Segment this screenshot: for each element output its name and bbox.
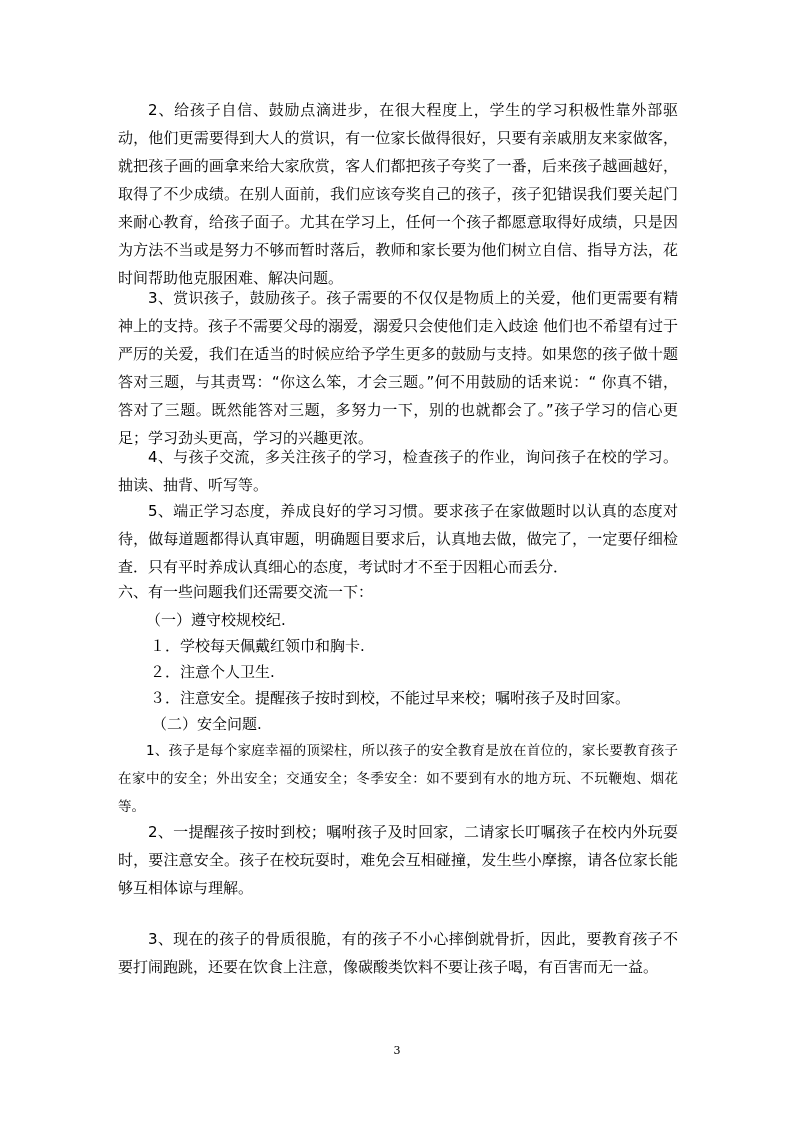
paragraph-safety-3: 3、现在的孩子的骨质很脆，有的孩子不小心摔倒就骨折，因此，要教育孩子不要打闹跑跳，还要在饮食上注意，像碳酸类饮料不要让孩子喝，有百害而无一益。 <box>118 930 678 976</box>
list-item-red-scarf: １．学校每天佩戴红领巾和胸卡. <box>150 637 365 655</box>
page-number: 3 <box>393 1044 401 1057</box>
subheading-safety-issues: （二）安全问题. <box>152 715 262 733</box>
paragraph-communicate: 4、与孩子交流，多关注孩子的学习，检查孩子的作业，询问孩子在校的学习。抽读、抽背、听写等。 <box>118 448 678 494</box>
paragraph-study-attitude: 5、端正学习态度，养成良好的学习习惯。要求孩子在家做题时以认真的态度对待，做每道题都得认真审题，明确题目要求后，认真地去做，做完了，一定要仔细检查．只有平时养成认真细心的态度，考试时才不至于因粗心而丢分． <box>118 502 678 576</box>
list-item-hygiene: ２．注意个人卫生. <box>150 663 275 681</box>
subheading-school-rules: （一）遵守校规校纪. <box>146 611 286 629</box>
list-item-safety: ３．注意安全。提醒孩子按时到校，不能过早来校；嘱咐孩子及时回家。 <box>150 689 631 707</box>
paragraph-safety-1: 1、孩子是每个家庭幸福的顶梁柱，所以孩子的安全教育是放在首位的，家长要教育孩子在家中的安全；外出安全；交通安全；冬季安全：如不要到有水的地方玩、不玩鞭炮、烟花等。 <box>118 743 678 815</box>
paragraph-safety-2: 2、一提醒孩子按时到校；嘱咐孩子及时回家，二请家长叮嘱孩子在校内外玩耍时，要注意安全。孩子在校玩耍时，难免会互相碰撞，发生些小摩擦，请各位家长能够互相体谅与理解。 <box>118 823 678 897</box>
section-heading-six: 六、有一些问题我们还需要交流一下： <box>118 583 374 601</box>
paragraph-appreciate-child: 3、赏识孩子，鼓励孩子。孩子需要的不仅仅是物质上的关爱，他们更需要有精神上的支持。孩子不需要父母的溺爱，溺爱只会使他们走入歧途 他们也不希望有过于严厉的关爱，我们在适当的时候应给予学生更多的鼓励与支持。如果您的孩子做十题答对三题，与其责骂：“你这么笨，才会三题。”何不用鼓励的话来说：“ 你真不错，答对了三题。既然能答对三题，多努力一下，别的也就都会了。”孩子学习的信心更足；学习劲头更高，学习的兴趣更浓。 <box>118 289 678 447</box>
paragraph-encourage-confidence: 2、给孩子自信、鼓励点滴进步，在很大程度上，学生的学习积极性靠外部驱动，他们更需要得到大人的赏识，有一位家长做得很好，只要有亲戚朋友来家做客，就把孩子画的画拿来给大家欣赏，客人们都把孩子夸奖了一番，后来孩子越画越好，取得了不少成绩。在别人面前，我们应该夸奖自己的孩子，孩子犯错误我们要关起门来耐心教育，给孩子面子。尤其在学习上，任何一个孩子都愿意取得好成绩，只是因为方法不当或是努力不够而暂时落后，教师和家长要为他们树立自信、指导方法，花时间帮助他克服困难、解决问题。 <box>118 101 678 287</box>
